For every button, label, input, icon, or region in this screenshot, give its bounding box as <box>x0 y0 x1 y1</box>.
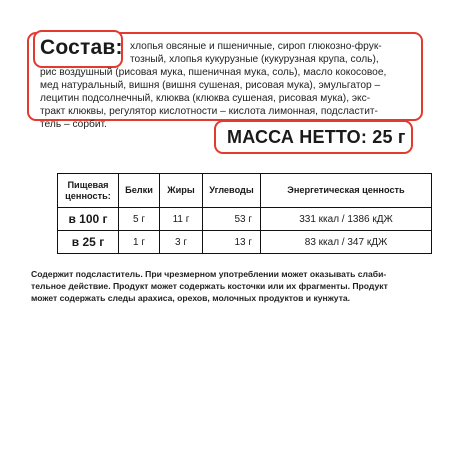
cell-energy: 83 ккал / 347 кДЖ <box>261 231 432 254</box>
row-label: в 25 г <box>58 231 119 254</box>
cell-fat: 11 г <box>160 208 203 231</box>
composition-line: хлопья овсяные и пшеничные, сироп глюкозно-фрук- <box>130 41 382 52</box>
cell-fat: 3 г <box>160 231 203 254</box>
table-header-row <box>58 174 432 208</box>
composition-line: тракт клюквы, регулятор кислотности – кислота лимонная, подсластит- <box>40 106 378 117</box>
header-energy: Энергетическая ценность <box>261 174 432 208</box>
warning-line: Содержит подсластитель. При чрезмерном употреблении может оказывать слаби- <box>31 269 387 279</box>
net-mass: МАССА НЕТТО: 25 г <box>227 127 406 147</box>
warning-line: тельное действие. Продукт может содержать косточки или их фрагменты. Продукт <box>31 281 388 291</box>
composition-line: рис воздушный (рисовая мука, пшеничная мука, соль), масло кокосовое, <box>40 67 387 78</box>
warning-line: может содержать следы арахиса, орехов, молочных продуктов и кунжута. <box>31 293 351 303</box>
cell-protein: 5 г <box>119 208 160 231</box>
cell-carbs: 53 г <box>203 208 261 231</box>
header-nutrition-value: Пищевая ценность: <box>58 174 119 208</box>
header-fat: Жиры <box>160 174 203 208</box>
composition-line: тель – сорбит. <box>40 119 107 130</box>
composition-line: лецитин подсолнечный, клюква (клюква сушеная, рисовая мука), экс- <box>40 93 371 104</box>
composition-line: тозный, хлопья кукурузные (кукурузная крупа, соль), <box>130 54 379 65</box>
cell-energy: 331 ккал / 1386 кДЖ <box>261 208 432 231</box>
table-row <box>58 208 432 231</box>
composition-line: мед натуральный, вишня (вишня сушеная, рисовая мука), эмульгатор – <box>40 80 381 91</box>
cell-protein: 1 г <box>119 231 160 254</box>
header-protein: Белки <box>119 174 160 208</box>
nutrition-table <box>57 173 432 254</box>
composition-title: Состав: <box>40 36 123 59</box>
table-row <box>58 231 432 254</box>
cell-carbs: 13 г <box>203 231 261 254</box>
header-carbs: Углеводы <box>203 174 261 208</box>
row-label: в 100 г <box>58 208 119 231</box>
